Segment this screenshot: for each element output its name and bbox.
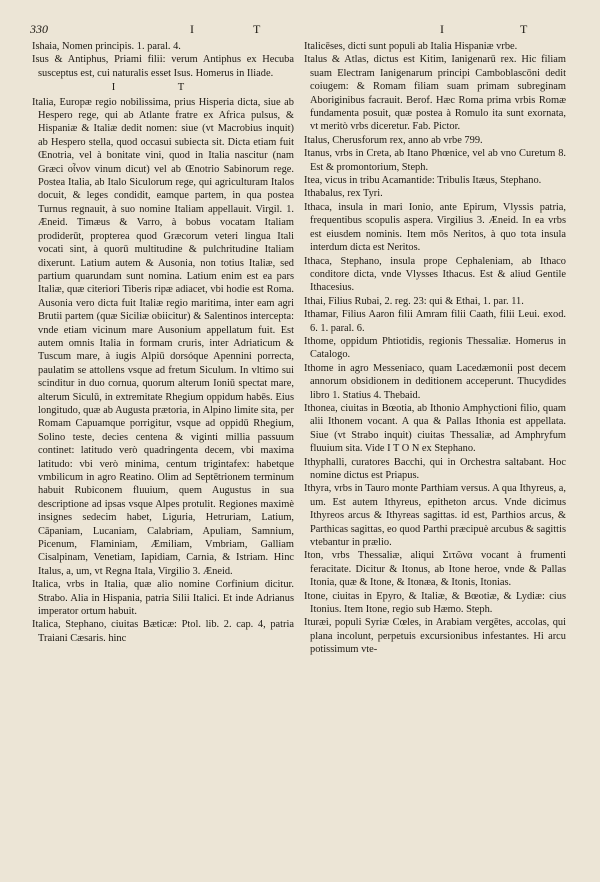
running-head-letter: T — [520, 22, 530, 36]
entry-ithome-phthiotidis: Ithome, oppidum Phtiotidis, regionis Thessaliæ. Homerus in Catalogo. — [304, 335, 566, 361]
entry-ithamar: Ithamar, Filius Aaron filii Amram filii Caath, filii Leui. exod. 6. 1. paral. 6. — [304, 309, 566, 334]
entry-ishaia: Ishaia, Nomen principis. 1. paral. 4. — [32, 41, 181, 52]
entry-itanus: Itanus, vrbs in Creta, ab Itano Phœnice, vel ab vno Curetum 8. Est & promontorium, Steph. — [304, 148, 566, 173]
entry-ithai: Ithai, Filius Rubai, 2. reg. 23: qui & Ethai, 1. par. 11. — [304, 295, 524, 307]
entry-ithaca: Ithaca, insula in mari Ionio, ante Epirum, Vlyssis patria, frequentibus scopulis aspera. Virgilius 3. Æneid. In ea vrbs est eiusdem nominis. Item mōs Neritos, à quo tota insula interdum dicta est Neritos. — [304, 201, 566, 254]
entry-ithabalus: Ithabalus, rex Tyri. — [304, 188, 383, 200]
running-head — [30, 22, 570, 38]
entry-itone: Itone, ciuitas in Epyro, & Italiæ, & Bœotiæ, & Lydiæ: cius Itonius. Item Itone, regio sub Hæmo. Steph. — [304, 590, 566, 616]
entry-ithome-messenia: Ithome in agro Messeniaco, quam Lacedæmonii post decem annorum obsidionem in deditionem acceperunt. Thucydides libro 1. Statius 4. Thebaid. — [304, 362, 566, 401]
entry-italia: Italia, Europæ regio nobilissima, prius Hisperia dicta, siue ab Hespero rege, qui ab Atlante fratre ex Africa pulsus, & Hispaniæ & Italiæ dedit nomen: siue (vt Macrobius inquit) ab Hespero stella, quod occasui subiecta sit. Dicta etiam fuit Œnotria, vel à bonitate vini, quod in Italia nascitur (nam Græci οἶνον vinum dicut) vel ab Œnotrio Sabinorum rege. Postea Italia, ab Italo Siculorum rege, qui agriculturam Italos docuit, & leges condidit, eamque partem, in qua postea Turnus regnauit, à suo nomine Italiam appellauit. Virgil. 1. Æneid. Timæus & Varro, à bobus vocatam Italiam prodiderūt, propterea quod Græcorum veteri lingua Itali vocati sint, à quorū multitudine & pulchritudine Italiam dixerunt. Latium autem & Ausonia, non totius Italiæ, sed partium quarundam sunt nomina. Latium enim est ea pars Italiæ, quæ citeriori Tiberis ripæ adiacet, vbi hodie est Roma. Ausonia vero dicta fuit Italiæ regio maritima, inter eam agri Brutii partem (quæ Siciliæ obiicitur) & Salentinos intercepta: vnde etiam vicinum mare Ausonium appellatum fuit. Est autem omnis Italia in formam cruris, inter Adriaticum & Tuscum mare, à iugis Alpiū dorsóque Apennini porrecta, paulatim se attollens vsque ad fretum Siculum. In vltimo sui scinditur in duo cornua, quorum alterum Ioniū spectat mare, alterum Siculū, in extremitate Rhegium oppidum habēs. Eius longitudo, quæ ab Augusta prætoria, in Alpino limite sita, per Romam Capuamque porrigitur, vsque ad oppidū Rhegium, Solino teste, decies centena & viginti millia passuum continet: latitudo verò quadringenta decem, vbi maxima latitudo: vbi verò minima, centum trigintafex: habetque vmbilicum in agro Reatino. Olim ad Septētrionem terminum habuit Rubiconem fluuium, quem Augustus in sua descriptione ad ipsas vsque Alpes protulit. Regiones maximè insignes sedecim habet, Liguria, Hetruriam, Latium, Cāpaniam, Lucaniam, Calabriam, Apuliam, Samnium, Picenum, Flaminiam, Æmiliam, Vmbriam, Galliam Cisalpinam, Venetiam, Iapidiam, Carnia, & Istriam. Hinc Italus, a, um, vt Regna Itala, Virgilio 3. Æneid. — [32, 96, 294, 577]
entry-ithyphalli: Ithyphalli, curatores Bacchi, qui in Orchestra saltabant. Hoc nomine dictus est Priapus. — [304, 456, 566, 481]
left-column — [32, 40, 294, 645]
entry-iton: Iton, vrbs Thessaliæ, aliqui Σιτῶνα vocant à frumenti feracitate. Dicitur & Itonus, ab Itone heroe, vnde & Pallas Itonia, quæ & Itone, & Itonæa, & Itonis, Itonias. — [304, 550, 566, 589]
entry-italica: Italica, vrbs in Italia, quæ alio nomine Corfinium dicitur. Strabo. Alia in Hispania, patria Silii Italici. Et inde Adrianus imperator ortum habuit. — [32, 579, 294, 618]
entry-itea: Itea, vicus in tribu Acamantide: Tribulis Itæus, Stephano. — [304, 175, 542, 187]
entry-ithyra: Ithyra, vrbs in Tauro monte Parthiam versus. A qua Ithyreus, a, um. Est autem Ithyreus, epitheton arcus. Vnde dicimus Ithyreos arcus & Ithyreas sagittas. id est, Parthios arcus, & Parthicas sagittas, eo quod Parthi præcipuè arcubus & sagittis vtebantur in prælio. — [304, 483, 566, 549]
entry-italicenses: Italicēses, dicti sunt populi ab Italia Hispaniæ vrbe. — [304, 41, 518, 52]
entry-italica-baetica: Italica, Stephano, ciuitas Bæticæ: Ptol. lib. 2. cap. 4, patria Traiani Cæsaris. hinc — [32, 619, 294, 644]
entry-italus: Italus, Cherusforum rex, anno ab vrbe 799. — [304, 134, 483, 146]
entry-ithaca-stephano: Ithaca, Stephano, insula prope Cephaleniam, ab Ithaco conditore dicta, vnde Vlysses Ithacus. Est & aliud Gentile Ithacesius. — [304, 255, 566, 294]
entry-ithonea: Ithonea, ciuitas in Bœotia, ab Ithonio Amphyctioni filio, quam alii Ithonem vocant. A qua & Pallas Ithonia est appellata. Siue (vt Strabo inquit) ciuitas Thessaliæ, ad Amphryfum fluuium sita. Vide I T O N ex Stephano. — [304, 402, 566, 455]
entry-isus: Isus & Antiphus, Priami filii: verum Antiphus ex Hecuba susceptus est, cui naturalis esset Isus. Homerus in Iliade. — [32, 54, 294, 79]
running-head-letter: I — [190, 22, 196, 36]
right-column — [304, 40, 566, 657]
running-head-letter: T — [253, 22, 263, 36]
page-number: 330 — [30, 22, 48, 36]
entry-italus-atlas: Italus & Atlas, dictus est Kitim, Ianigenarū rex. Hic filiam suam Electram Ianigenarum principi Camboblascōni dedit coiugem: & Romam filiam suam primam subreginam Aboriginibus facrauit. Berof. Hæc Roma prima vrbis Romæ fundamenta posuit, quæ postea à Romulo ita sunt exornata, vt meritò vrbs diceretur. Fab. Pictor. — [304, 54, 566, 133]
section-heading-it: I T — [111, 82, 215, 94]
running-head-letter: I — [440, 22, 446, 36]
entry-iturai: Ituræi, populi Syriæ Cœles, in Arabiam vergētes, accolas, qui plana incolunt, perpetuis excursionibus infestantes. Hi arcu potissimum vte- — [304, 617, 566, 656]
